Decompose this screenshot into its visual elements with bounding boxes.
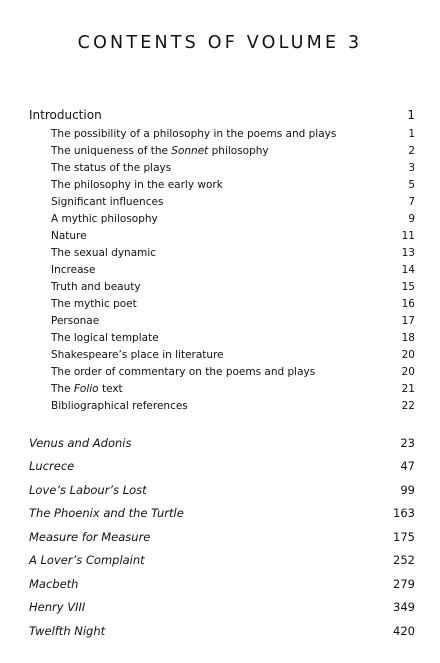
toc-page-number: 13 (401, 246, 415, 259)
toc-subsection[interactable] (51, 295, 415, 312)
toc-subsection-label (51, 281, 141, 293)
toc-page-number: 15 (401, 280, 415, 293)
toc-subsection[interactable] (51, 159, 415, 176)
toc-work-title: A Lover’s Complaint (29, 553, 145, 568)
label-italic-text: Folio (73, 382, 99, 395)
toc-subsection[interactable] (51, 142, 415, 159)
toc-subsection-label (51, 196, 163, 208)
toc-subsection[interactable] (51, 346, 415, 363)
label-text: Personae (51, 314, 100, 327)
toc-entry-introduction[interactable] (29, 108, 415, 122)
toc-page-number: 99 (400, 482, 415, 497)
label-text: Truth and beauty (51, 280, 141, 293)
toc-subsection[interactable] (51, 210, 415, 227)
toc-work-title: Lucrece (29, 459, 75, 474)
toc-page-number: 7 (408, 195, 415, 208)
toc-page-number: 252 (393, 553, 415, 568)
toc-subsection[interactable] (51, 125, 415, 142)
toc-page-number: 2 (408, 144, 415, 157)
toc-page-number: 1 (408, 127, 415, 140)
toc-subsection-label (51, 145, 269, 157)
label-text: The order of commentary on the poems and plays (51, 365, 316, 378)
toc-subsection[interactable] (51, 244, 415, 261)
toc-subsection-label (51, 349, 224, 361)
toc-page-number: 9 (408, 212, 415, 225)
toc-work-entry[interactable] (29, 525, 415, 549)
toc-work-title: Henry VIII (29, 600, 86, 615)
toc-work-entry[interactable] (29, 596, 415, 620)
introduction-subsections (51, 125, 415, 414)
toc-page-number: 22 (401, 399, 415, 412)
toc-work-title: Measure for Measure (29, 529, 151, 544)
toc-subsection-label (51, 298, 137, 310)
toc-subsection-label (51, 400, 188, 412)
label-text: The mythic poet (51, 297, 137, 310)
toc-page-number: 3 (408, 161, 415, 174)
toc-subsection[interactable] (51, 227, 415, 244)
toc-work-entry[interactable] (29, 455, 415, 479)
toc-subsection[interactable] (51, 278, 415, 295)
label-text: Significant influences (51, 195, 164, 208)
label-text: The logical template (51, 331, 159, 344)
toc-page-number: 14 (401, 263, 415, 276)
label-text: The uniqueness of the (51, 144, 172, 157)
label-text: Increase (51, 263, 96, 276)
toc-subsection-label (51, 179, 223, 191)
toc-subsection[interactable] (51, 397, 415, 414)
toc-subsection[interactable] (51, 329, 415, 346)
label-text: The status of the plays (51, 161, 172, 174)
toc-page-number: 1 (407, 108, 415, 122)
label-italic-text: Sonnet (171, 144, 209, 157)
toc-page-number: 16 (401, 297, 415, 310)
works-list (29, 431, 415, 643)
toc-subsection-label (51, 332, 159, 344)
label-text: A mythic philosophy (51, 212, 158, 225)
toc-page-number: 20 (401, 348, 415, 361)
label-text: The sexual dynamic (51, 246, 157, 259)
page-title: CONTENTS OF VOLUME 3 (77, 33, 363, 53)
label-text: The (51, 382, 74, 395)
label-text: Bibliographical references (51, 399, 188, 412)
toc-subsection-label (51, 128, 336, 140)
toc-subsection[interactable] (51, 363, 415, 380)
toc-subsection-label (51, 247, 156, 259)
toc-subsection-label (51, 213, 158, 225)
toc-page-number: 21 (401, 382, 415, 395)
toc-subsection[interactable] (51, 312, 415, 329)
toc-page-number: 17 (401, 314, 415, 327)
toc-subsection[interactable] (51, 261, 415, 278)
toc-work-entry[interactable] (29, 572, 415, 596)
toc-subsection-label (51, 366, 315, 378)
label-text: Shakespeare’s place in literature (51, 348, 224, 361)
toc-subsection-label (51, 264, 95, 276)
toc-page-number: 23 (400, 435, 415, 450)
toc-page-number: 11 (401, 229, 415, 242)
toc-subsection-label (51, 230, 87, 242)
toc-subsection-label (51, 315, 99, 327)
toc-work-entry[interactable] (29, 431, 415, 455)
label-text: Nature (51, 229, 87, 242)
label-text: text (98, 382, 123, 395)
toc-subsection[interactable] (51, 193, 415, 210)
toc-page-number: 175 (393, 529, 415, 544)
toc-page-number: 20 (401, 365, 415, 378)
label-text: The possibility of a philosophy in the poems and plays (51, 127, 337, 140)
toc-page-number: 349 (393, 600, 415, 615)
toc-page-number: 420 (393, 623, 415, 638)
toc-subsection-label (51, 162, 171, 174)
toc-work-title: Macbeth (29, 576, 79, 591)
toc-page-number: 163 (393, 506, 415, 521)
toc-work-title: Twelfth Night (29, 623, 106, 638)
toc-page-number: 5 (408, 178, 415, 191)
toc-work-entry[interactable] (29, 619, 415, 643)
toc-work-entry[interactable] (29, 502, 415, 526)
toc-entry-label: Introduction (29, 108, 102, 122)
toc-page-number: 279 (393, 576, 415, 591)
toc-page-number: 47 (400, 459, 415, 474)
label-text: The philosophy in the early work (51, 178, 223, 191)
toc-work-entry[interactable] (29, 478, 415, 502)
toc-work-title: The Phoenix and the Turtle (29, 506, 184, 521)
toc-work-title: Love’s Labour’s Lost (29, 482, 147, 497)
toc-subsection-label (51, 383, 123, 395)
toc-subsection[interactable] (51, 176, 415, 193)
toc-subsection[interactable] (51, 380, 415, 397)
label-text: philosophy (208, 144, 269, 157)
toc-work-title: Venus and Adonis (29, 435, 132, 450)
toc-work-entry[interactable] (29, 549, 415, 573)
toc-page-number: 18 (401, 331, 415, 344)
